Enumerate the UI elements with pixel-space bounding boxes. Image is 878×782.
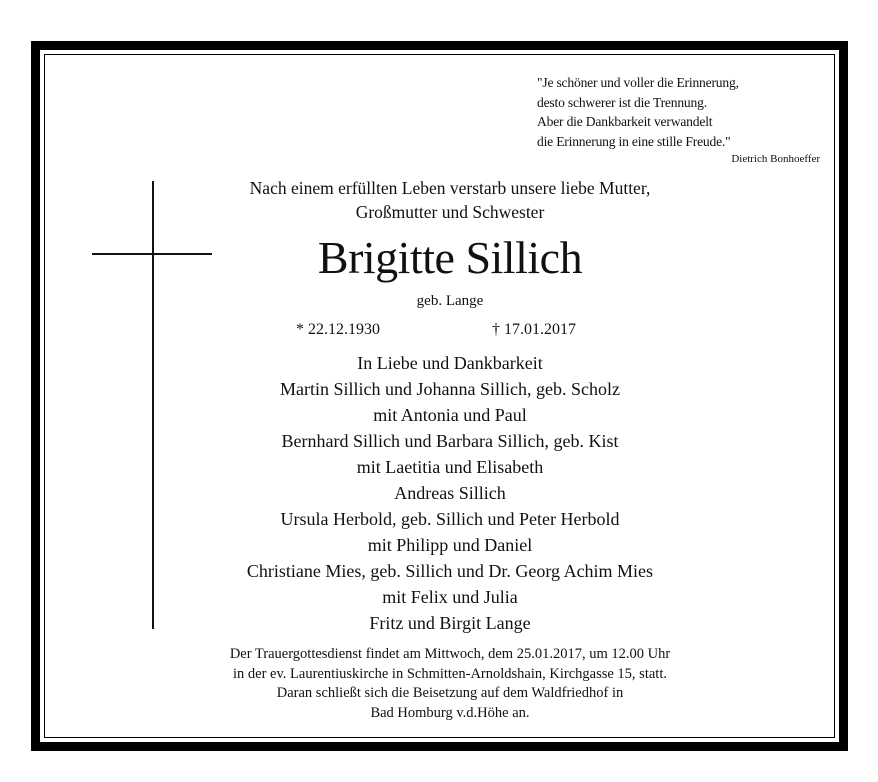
maiden-name: geb. Lange: [416, 293, 484, 309]
service-line: in der ev. Laurentiuskirche in Schmitten-Arnoldshain, Kirchgasse 15, statt.: [233, 665, 667, 682]
quote-author: Dietrich Bonhoeffer: [731, 153, 820, 165]
death-date: † 17.01.2017: [492, 321, 576, 338]
service-line: Bad Homburg v.d.Höhe an.: [370, 704, 530, 721]
obituary-card: [40, 50, 839, 742]
mourner-line: Christiane Mies, geb. Sillich und Dr. Georg Achim Mies: [246, 561, 654, 581]
intro-text: [100, 176, 800, 224]
mourner-line: Andreas Sillich: [394, 483, 506, 503]
mourner-line: mit Felix und Julia: [382, 587, 518, 607]
mourner-line: Ursula Herbold, geb. Sillich und Peter Herbold: [280, 509, 620, 529]
quote-line: desto schwerer ist die Trennung.: [537, 94, 707, 110]
quote-line: "Je schöner und voller die Erinnerung,: [537, 75, 739, 90]
mourner-line: Martin Sillich und Johanna Sillich, geb. Scholz: [280, 379, 620, 399]
mourner-line: mit Antonia und Paul: [373, 405, 527, 425]
mourner-line: In Liebe und Dankbarkeit: [357, 353, 543, 373]
bonhoeffer-quote: [537, 73, 827, 151]
obituary-border: [31, 41, 848, 751]
service-line: Der Trauergottesdienst findet am Mittwoch, dem 25.01.2017, um 12.00 Uhr: [229, 646, 671, 662]
deceased-name: Brigitte Sillich: [317, 232, 583, 283]
mourner-line: Bernhard Sillich und Barbara Sillich, geb. Kist: [281, 431, 619, 451]
intro-line: Nach einem erfüllten Leben verstarb unsere liebe Mutter,: [249, 178, 651, 198]
quote-line: Aber die Dankbarkeit verwandelt: [537, 114, 713, 129]
mourner-line: mit Laetitia und Elisabeth: [356, 457, 544, 477]
service-details: [100, 645, 800, 723]
intro-line: Großmutter und Schwester: [355, 202, 545, 222]
mourner-line: mit Philipp und Daniel: [367, 535, 533, 555]
birth-date: * 22.12.1930: [296, 321, 380, 338]
service-line: Daran schließt sich die Beisetzung auf dem Waldfriedhof in: [276, 685, 624, 701]
mourner-line: Fritz und Birgit Lange: [369, 613, 531, 633]
quote-line: die Erinnerung in eine stille Freude.": [537, 133, 731, 149]
